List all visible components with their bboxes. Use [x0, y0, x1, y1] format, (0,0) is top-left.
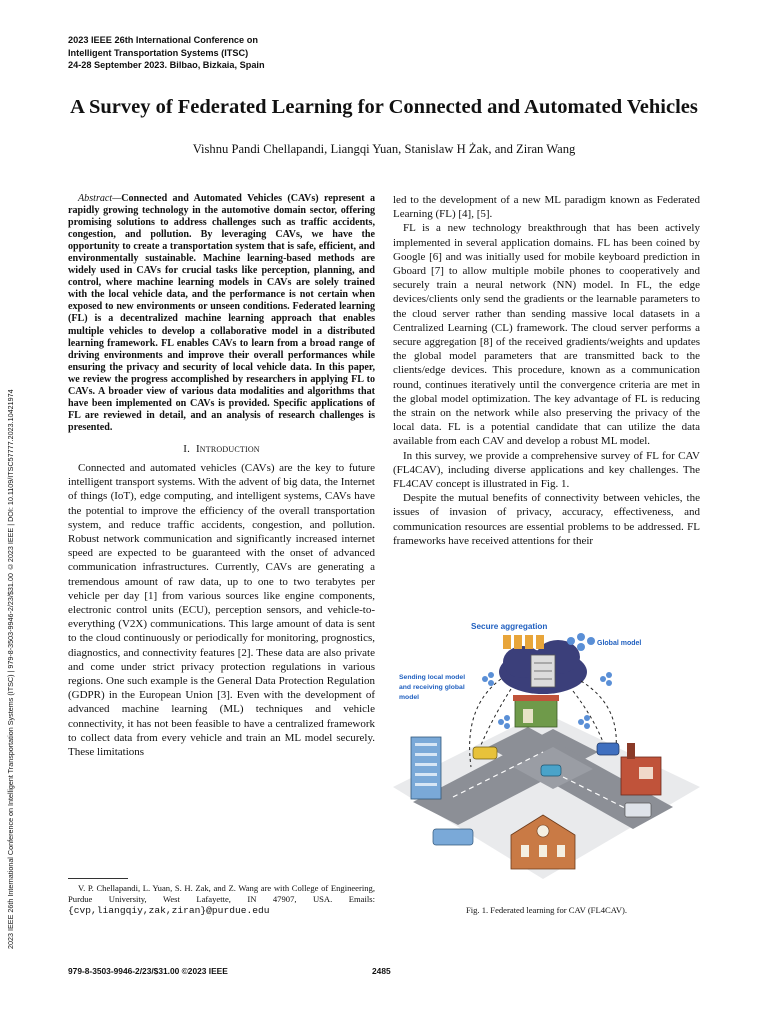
footnote-text: V. P. Chellapandi, L. Yuan, S. H. Zak, and Z. Wang are with College of Engineering, Purdue University, West Lafayette, IN 47907, USA. Emails: [68, 883, 375, 905]
page-number: 2485 [372, 966, 391, 976]
paper-title: A Survey of Federated Learning for Connected and Automated Vehicles [70, 96, 698, 118]
vehicle-bus [433, 829, 473, 845]
building-tower [411, 737, 441, 799]
vehicle-taxi [473, 747, 497, 759]
intro-paragraph-1: Connected and automated vehicles (CAVs) are the key to future intelligent transport systems. With the advent of big data, the Internet of things (IoT), edge computing, and intelligent systems, CAVs have the potential to improve the efficiency of the overall transportation system, and reduce traffic accidents, congestion, and pollution. Robust network communication and significantly increased internet speed are expected to be guaranteed with the onset of advanced communication infrastructures. Currently, CAVs are generating a tremendous amount of raw data, up to one to two terabytes per vehicle per day [1] from various sources like engine components, electronic control units (ECU), perception sensors, and vehicle-to-everything (V2X) communications. This large amount of data is sent to the cloud continuously or periodically for monitoring, prognostics, diagnostics, and connectivity features [2]. These data are also private and come under strict privacy protection regulations in various regions. One such example is the General Data Protection Regulation (GDPR) in the European Union [3]. Even with the development of advanced machine learning (ML) techniques and vehicle connectivity, it has not been feasible to have a centralized framework to collect data from every vehicle and train an ML model securely. These limitations [68, 461, 375, 758]
author-list: Vishnu Pandi Chellapandi, Liangqi Yuan, Stanislaw H Żak, and Ziran Wang [192, 142, 576, 156]
vehicle-car [597, 743, 619, 755]
label-sending-3: model [399, 694, 420, 701]
figure-caption: Fig. 1. Federated learning for CAV (FL4CAV). [465, 905, 628, 915]
label-sending-2: and receiving global [399, 684, 465, 691]
vehicle-truck [625, 803, 651, 817]
building-gas-station [513, 695, 559, 727]
label-secure-aggregation: Secure aggregation [471, 622, 548, 631]
left-column [68, 193, 375, 759]
right-paragraph-fl: FL is a new technology breakthrough that has been actively implemented in several application domains. FL has been coined by Google [6] and was initially used for mobile keyboard prediction in Gboard [7] to allow multiple mobile phones to cooperatively and securely train a neural network (NN) model. In FL, the edge devices/clients only send the gradients or the learnable parameters to the cloud server rather than sending massive local datasets in a Centralized Learning (CL) framework. The cloud server performs a secure aggregation [8] of the received gradients/weights and updates the global model parameters that are transmitted back to the clients/edge devices. This procedure, known as a communication round, continues iteratively until the convergence criteria are met in the global model optimization. The key advantage of FL is reducing the strain on the network while also preserving the privacy of the local data. FL is a potential candidate that can utilize the data available from each CAV and develop a robust ML model. [393, 222, 700, 448]
footnote-rule [68, 878, 128, 879]
figure-fl4cav [393, 617, 700, 892]
footer-isbn: 979-8-3503-9946-2/23/$31.00 ©2023 IEEE [68, 966, 228, 976]
abstract [68, 193, 375, 434]
label-global-model: Global model [597, 640, 642, 647]
right-paragraph-despite: Despite the mutual benefits of connectivity between vehicles, the issues of invasion of privacy, accuracy, effectiveness, and communication resources are essential problems to be addressed. FL frameworks have received attentions for their [393, 492, 700, 547]
section-heading-introduction: I. Introduction [183, 442, 260, 455]
doi-sidebar: 2023 IEEE 26th International Conference on Intelligent Transportation Systems (ITSC) | 979-8-3503-9946-2/23/$31.00 ©2023 IEEE | DOI: 10.1109/ITSC57777.2023.10421974 [6, 389, 15, 949]
right-paragraph-survey: In this survey, we provide a comprehensive survey of FL for CAV (FL4CAV), including diverse applications and key challenges. The FL4CAV concept is illustrated in Fig. 1. [393, 449, 700, 491]
building-factory [621, 743, 661, 795]
right-paragraph-continued: led to the development of a new ML paradigm known as Federated Learning (FL) [4], [5]. [393, 194, 700, 221]
label-sending-1: Sending local model [399, 674, 466, 681]
abstract-label: Abstract— [78, 193, 122, 204]
right-column [393, 193, 700, 548]
footnote [68, 883, 375, 917]
conference-header [68, 34, 398, 72]
footnote-emails: {cvp,liangqiy,zak,ziran}@purdue.edu [68, 905, 270, 917]
conference-line-3: 24-28 September 2023. Bilbao, Bizkaia, Spain [68, 60, 265, 70]
conference-line-2: Intelligent Transportation Systems (ITSC) [68, 47, 249, 58]
vehicle-suv [541, 765, 561, 776]
abstract-text: Connected and Automated Vehicles (CAVs) represent a rapidly growing technology in the automotive domain sector, offering promising solutions to address challenges such as traffic accidents, congestion, and pollution. By leveraging CAVs, we have the opportunity to create a transportation system that is safe, efficient, and environmentally sustainable. Machine learning-based methods are widely used in CAVs for crucial tasks like perception, planning, and control, where machine learning models in CAVs are solely trained with the local vehicle data, and the performance is not certain when exposed to new environments or unseen conditions. Federated learning (FL) is a decentralized machine learning approach that enables multiple vehicles to develop a collaborative model in a distributed learning framework. FL enables CAVs to learn from a broad range of driving environments and improve their overall performances while ensuring the privacy and security of local vehicle data. In this paper, we review the progress accomplished by researchers in applying FL to CAVs. A broader view of various data modalities and algorithms that have been implemented on CAVs is provided. Specific applications of FL are reviewed in detail, and an analysis of research challenges is presented. [68, 193, 375, 433]
conference-line-1: 2023 IEEE 26th International Conference on [68, 35, 258, 45]
